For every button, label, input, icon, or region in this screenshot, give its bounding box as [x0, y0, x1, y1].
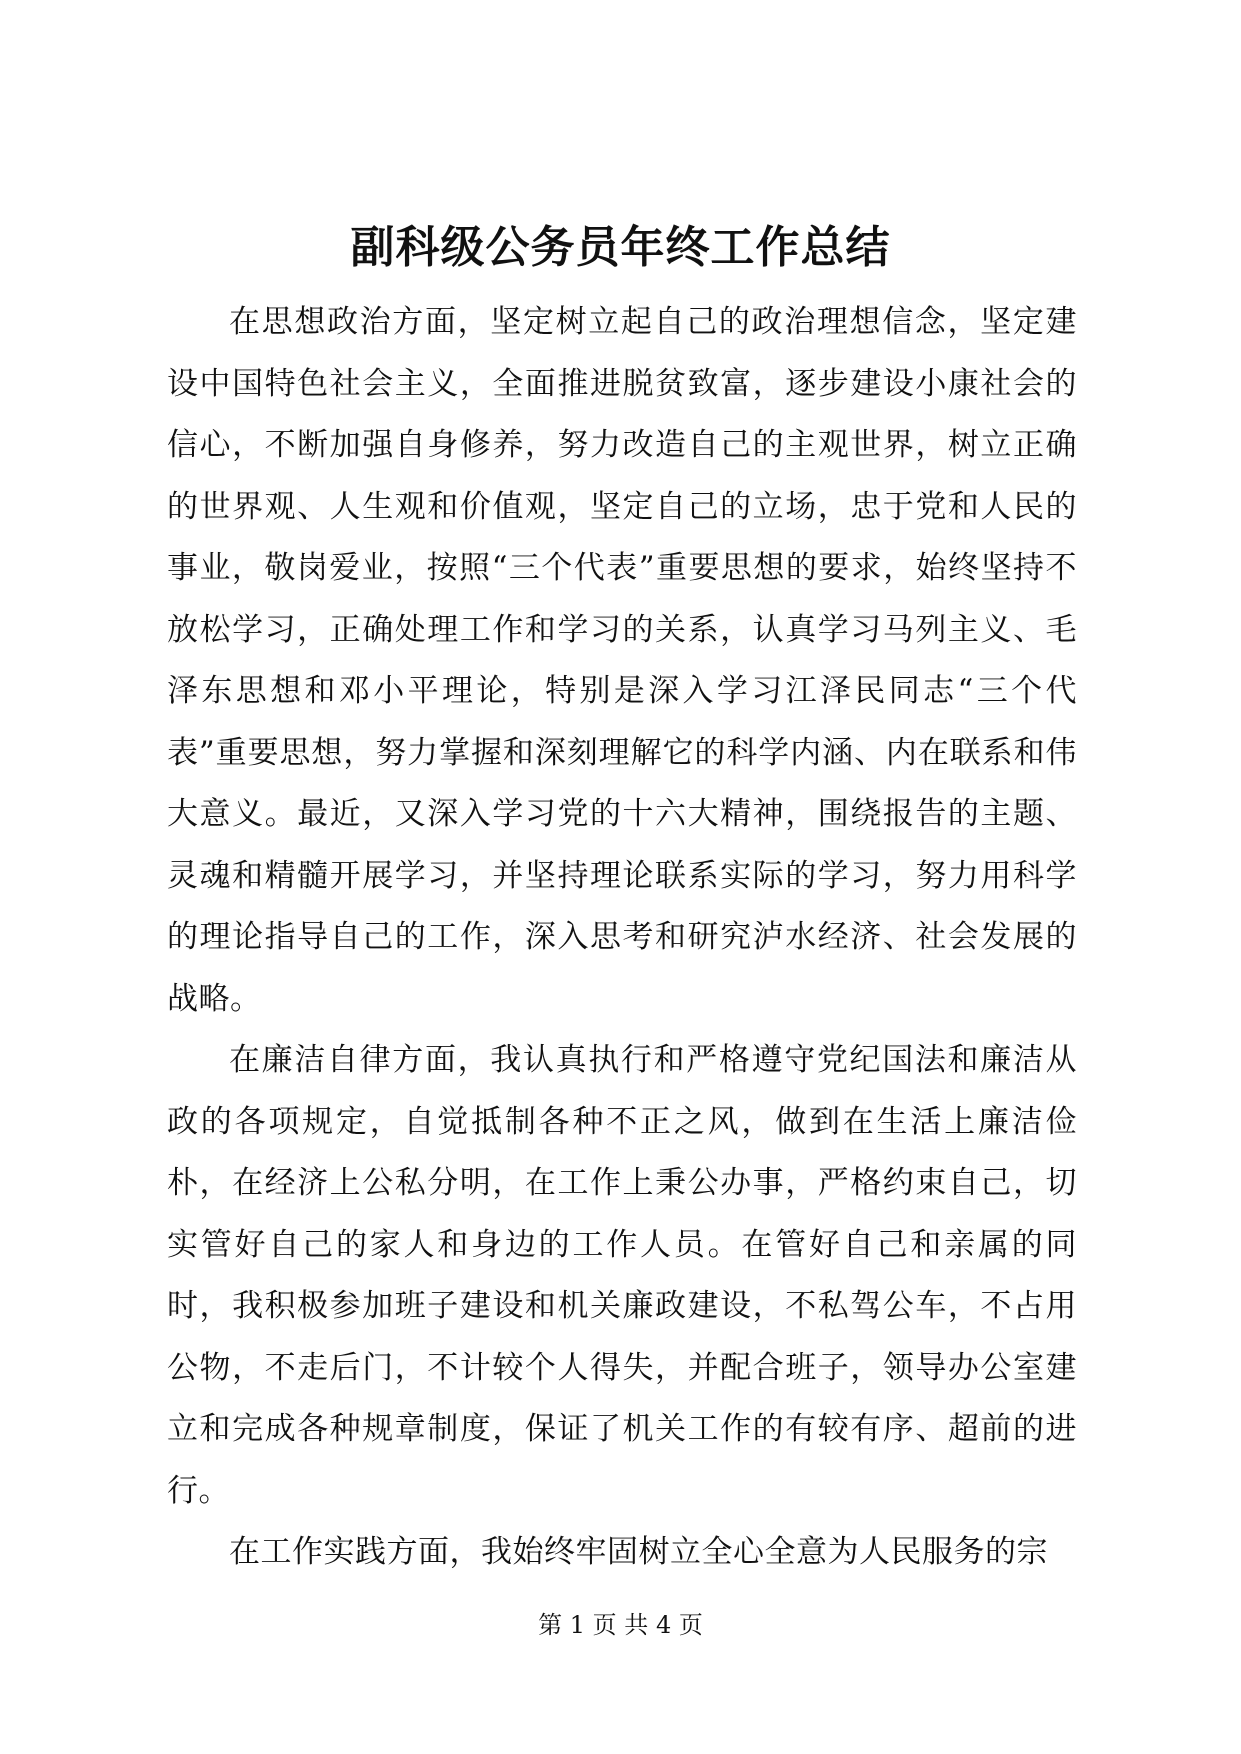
- paragraph-work-practice: 在工作实践方面，我始终牢固树立全心全意为人民服务的宗: [229, 1534, 1048, 1570]
- page-number-footer: 第 1 页 共 4 页: [538, 1611, 703, 1639]
- paragraph-integrity: 在廉洁自律方面，我认真执行和严格遵守党纪国法和廉洁从政的各项规定，自觉抵制各种不正之风，做到在生活上廉洁俭朴，在经济上公私分明，在工作上秉公办事，严格约束自己，切实管好自己的家人和身边的工作人员。在管好自己和亲属的同时，我积极参加班子建设和机关廉政建设，不私驾公车，不占用公物，不走后门，不计较个人得失，并配合班子，领导办公室建立和完成各种规章制度，保证了机关工作的有较有序、超前的进行。: [167, 1042, 1077, 1509]
- document-title: 副科级公务员年终工作总结: [350, 222, 891, 273]
- document-body: [167, 292, 1077, 1584]
- paragraph-ideology: 在思想政治方面，坚定树立起自己的政治理想信念，坚定建设中国特色社会主义，全面推进脱贫致富，逐步建设小康社会的信心，不断加强自身修养，努力改造自己的主观世界，树立正确的世界观、人生观和价值观，坚定自己的立场，忠于党和人民的事业，敬岗爱业，按照“三个代表”重要思想的要求，始终坚持不放松学习，正确处理工作和学习的关系，认真学习马列主义、毛泽东思想和邓小平理论，特别是深入学习江泽民同志“三个代表”重要思想，努力掌握和深刻理解它的科学内涵、内在联系和伟大意义。最近，又深入学习党的十六大精神，围绕报告的主题、灵魂和精髓开展学习，并坚持理论联系实际的学习，努力用科学的理论指导自己的工作，深入思考和研究泸水经济、社会发展的战略。: [167, 304, 1077, 1017]
